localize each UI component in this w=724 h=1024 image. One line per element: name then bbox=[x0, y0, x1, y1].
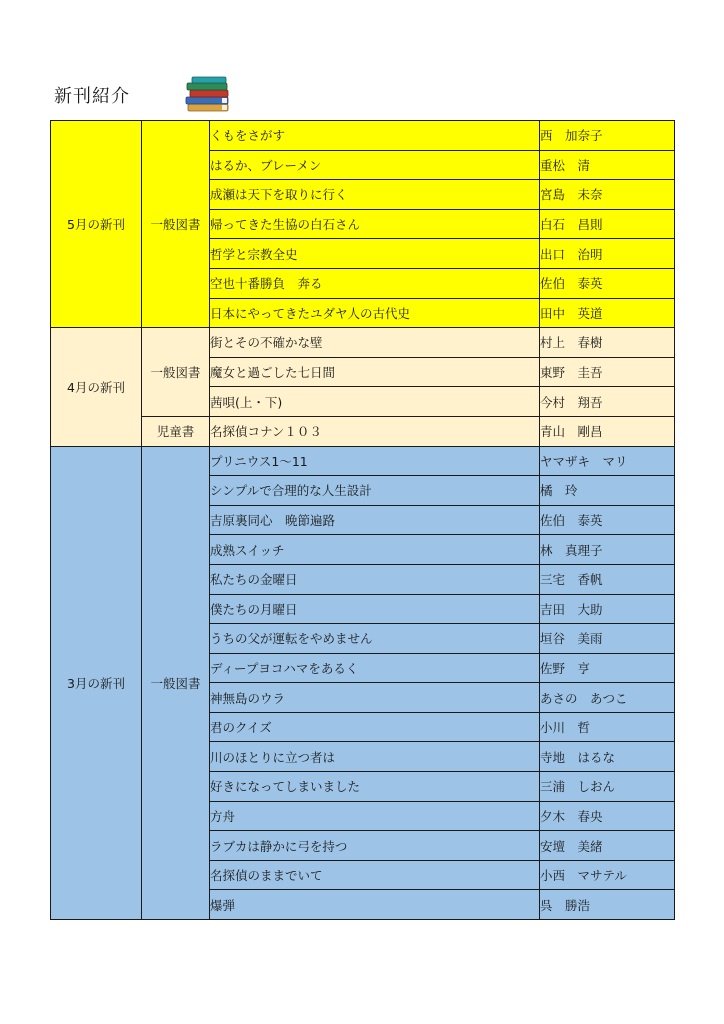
book-author: 橘 玲 bbox=[540, 476, 675, 506]
month-label-may: 5月の新刊 bbox=[51, 121, 142, 328]
book-author: 呉 勝浩 bbox=[540, 890, 675, 920]
book-author: 出口 治明 bbox=[540, 239, 675, 269]
book-author: 安壇 美緒 bbox=[540, 831, 675, 861]
book-title: 日本にやってきたユダヤ人の古代史 bbox=[210, 298, 540, 328]
table-row bbox=[51, 446, 675, 476]
book-title: 茜唄(上・下) bbox=[210, 387, 540, 417]
book-title: 名探偵コナン１０３ bbox=[210, 416, 540, 446]
category-april-children: 児童書 bbox=[142, 416, 210, 446]
book-author: 佐伯 泰英 bbox=[540, 268, 675, 298]
table-row bbox=[51, 121, 675, 151]
book-title: 吉原裏同心 晩節遍路 bbox=[210, 505, 540, 535]
book-author: 寺地 はるな bbox=[540, 742, 675, 772]
book-title: ディープヨコハマをあるく bbox=[210, 653, 540, 683]
book-author: ヤマザキ マリ bbox=[540, 446, 675, 476]
book-title: 名探偵のままでいて bbox=[210, 860, 540, 890]
book-title: 方舟 bbox=[210, 801, 540, 831]
book-title: シンプルで合理的な人生設計 bbox=[210, 476, 540, 506]
category-april-general: 一般図書 bbox=[142, 328, 210, 417]
book-author: あさの あつこ bbox=[540, 683, 675, 713]
book-author: 重松 清 bbox=[540, 150, 675, 180]
book-title: 好きになってしまいました bbox=[210, 772, 540, 802]
book-title: 街とその不確かな壁 bbox=[210, 328, 540, 358]
table-row bbox=[51, 416, 675, 446]
book-title: 君のクイズ bbox=[210, 712, 540, 742]
book-title: 川のほとりに立つ者は bbox=[210, 742, 540, 772]
book-author: 林 真理子 bbox=[540, 535, 675, 565]
book-author: 宮島 未奈 bbox=[540, 180, 675, 210]
new-books-table bbox=[50, 120, 675, 920]
book-title: 帰ってきた生協の白石さん bbox=[210, 209, 540, 239]
book-author: 小川 哲 bbox=[540, 712, 675, 742]
book-author: 佐野 亨 bbox=[540, 653, 675, 683]
book-author: 吉田 大助 bbox=[540, 594, 675, 624]
book-title: 爆弾 bbox=[210, 890, 540, 920]
book-author: 村上 春樹 bbox=[540, 328, 675, 358]
book-title: 神無島のウラ bbox=[210, 683, 540, 713]
month-label-march: 3月の新刊 bbox=[51, 446, 142, 920]
category-march-general: 一般図書 bbox=[142, 446, 210, 920]
book-title: うちの父が運転をやめません bbox=[210, 624, 540, 654]
page-title: 新刊紹介 bbox=[54, 86, 130, 107]
book-author: 白石 昌則 bbox=[540, 209, 675, 239]
book-author: 青山 剛昌 bbox=[540, 416, 675, 446]
table-row bbox=[51, 328, 675, 358]
book-title: プリニウス1～11 bbox=[210, 446, 540, 476]
book-title: 哲学と宗教全史 bbox=[210, 239, 540, 269]
book-title: 空也十番勝負 奔る bbox=[210, 268, 540, 298]
book-title: 僕たちの月曜日 bbox=[210, 594, 540, 624]
book-author: 垣谷 美雨 bbox=[540, 624, 675, 654]
book-title: ラブカは静かに弓を持つ bbox=[210, 831, 540, 861]
category-may-general: 一般図書 bbox=[142, 121, 210, 328]
book-title: 魔女と過ごした七日間 bbox=[210, 357, 540, 387]
month-label-april: 4月の新刊 bbox=[51, 328, 142, 446]
book-title: くもをさがす bbox=[210, 121, 540, 151]
book-author: 夕木 春央 bbox=[540, 801, 675, 831]
book-title: はるか、ブレーメン bbox=[210, 150, 540, 180]
book-title: 成瀬は天下を取りに行く bbox=[210, 180, 540, 210]
book-author: 佐伯 泰英 bbox=[540, 505, 675, 535]
book-title: 私たちの金曜日 bbox=[210, 564, 540, 594]
book-author: 西 加奈子 bbox=[540, 121, 675, 151]
books-icon bbox=[184, 74, 232, 114]
book-title: 成熟スイッチ bbox=[210, 535, 540, 565]
book-author: 東野 圭吾 bbox=[540, 357, 675, 387]
book-author: 三浦 しおん bbox=[540, 772, 675, 802]
book-author: 田中 英道 bbox=[540, 298, 675, 328]
book-author: 今村 翔吾 bbox=[540, 387, 675, 417]
book-author: 三宅 香帆 bbox=[540, 564, 675, 594]
book-author: 小西 マサテル bbox=[540, 860, 675, 890]
